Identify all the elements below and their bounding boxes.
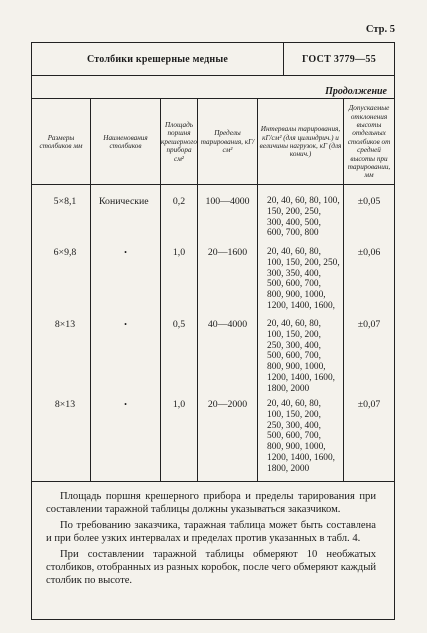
ditto-mark: • (124, 248, 127, 257)
column-header-limits: Пределы тарирования, кГ/см² (200, 129, 255, 155)
continued-label: Продолжение (325, 86, 387, 97)
size-cell: 6×9,8 (53, 247, 77, 258)
area-cell: 0,5 (172, 319, 186, 330)
name-cell: Конические (99, 196, 149, 207)
note-paragraph: При составлении таражной таблицы обмеряют 10 необжатых столбиков, отобранных из разных коробок, после чего обмеряют каждый столбик по высоте. (46, 548, 376, 587)
size-cell: 8×13 (54, 399, 76, 410)
size-cell: 8×13 (54, 319, 76, 330)
ditto-mark: • (124, 320, 127, 329)
column-header-name: Наименования столбиков (103, 133, 148, 150)
limits-cell: 100—4000 (205, 196, 250, 207)
limits-cell: 20—1600 (207, 247, 248, 258)
notes-text (46, 490, 376, 588)
page-number: Стр. 5 (365, 24, 395, 35)
area-cell: 1,0 (172, 399, 186, 410)
table-header-rule (31, 184, 395, 185)
column-header-size: Размеры столбиков мм (39, 133, 83, 150)
column-header-area: Площадь поршня крешерного прибора см² (161, 120, 197, 163)
ditto-mark: • (124, 400, 127, 409)
column-header-tolerance: Допускаемые отклонения высоты отдельных столбиков от средней высоты при тарировании, мм (347, 104, 391, 180)
table-bottom-rule (31, 481, 395, 482)
tolerance-cell: ±0,07 (357, 319, 381, 330)
document-header (31, 42, 395, 76)
note-paragraph: По требованию заказчика, таражная таблица может быть составлена и при более узких интервалах и пределах против указанных в табл. 4. (46, 519, 376, 545)
gost-number: ГОСТ 3779—55 (301, 53, 376, 65)
intervals-cell: 20, 40, 60, 80, 100, 150, 200, 250, 300, 400, 500, 600, 700, 800, 900, 1000, 1200, 1400, 1600, 1800, 2000 (267, 319, 335, 394)
tolerance-cell: ±0,06 (357, 247, 381, 258)
column-header-intervals: Интервалы тарирования, кГ/см² (для цилиндрич.) и величины нагрузок, кГ (для конич.) (259, 125, 342, 159)
table-top-rule (31, 98, 395, 99)
tolerance-cell: ±0,05 (357, 196, 381, 207)
tolerance-cell: ±0,07 (357, 399, 381, 410)
intervals-cell: 20, 40, 60, 80, 100, 150, 200, 250, 300, 400, 500, 600, 700, 800, 900, 1000, 1200, 1400, 1600, 1800, 2000 (267, 399, 335, 474)
area-cell: 1,0 (172, 247, 186, 258)
intervals-cell: 20, 40, 60, 80, 100, 150, 200, 250, 300, 400, 500, 600, 700, 800 (267, 196, 340, 239)
area-cell: 0,2 (172, 196, 186, 207)
limits-cell: 20—2000 (207, 399, 248, 410)
intervals-cell: 20, 40, 60, 80, 100, 150, 200, 250, 300, 350, 400, 500, 600, 700, 800, 900, 1000, 1200, 1400, 1600, (267, 247, 340, 311)
note-paragraph: Площадь поршня крешерного прибора и пределы тарирования при составлении таражной таблицы должны указываться заказчиком. (46, 491, 376, 516)
limits-cell: 40—4000 (207, 319, 248, 330)
document-title: Столбики крешерные медные (32, 43, 284, 75)
size-cell: 5×8,1 (53, 196, 77, 207)
